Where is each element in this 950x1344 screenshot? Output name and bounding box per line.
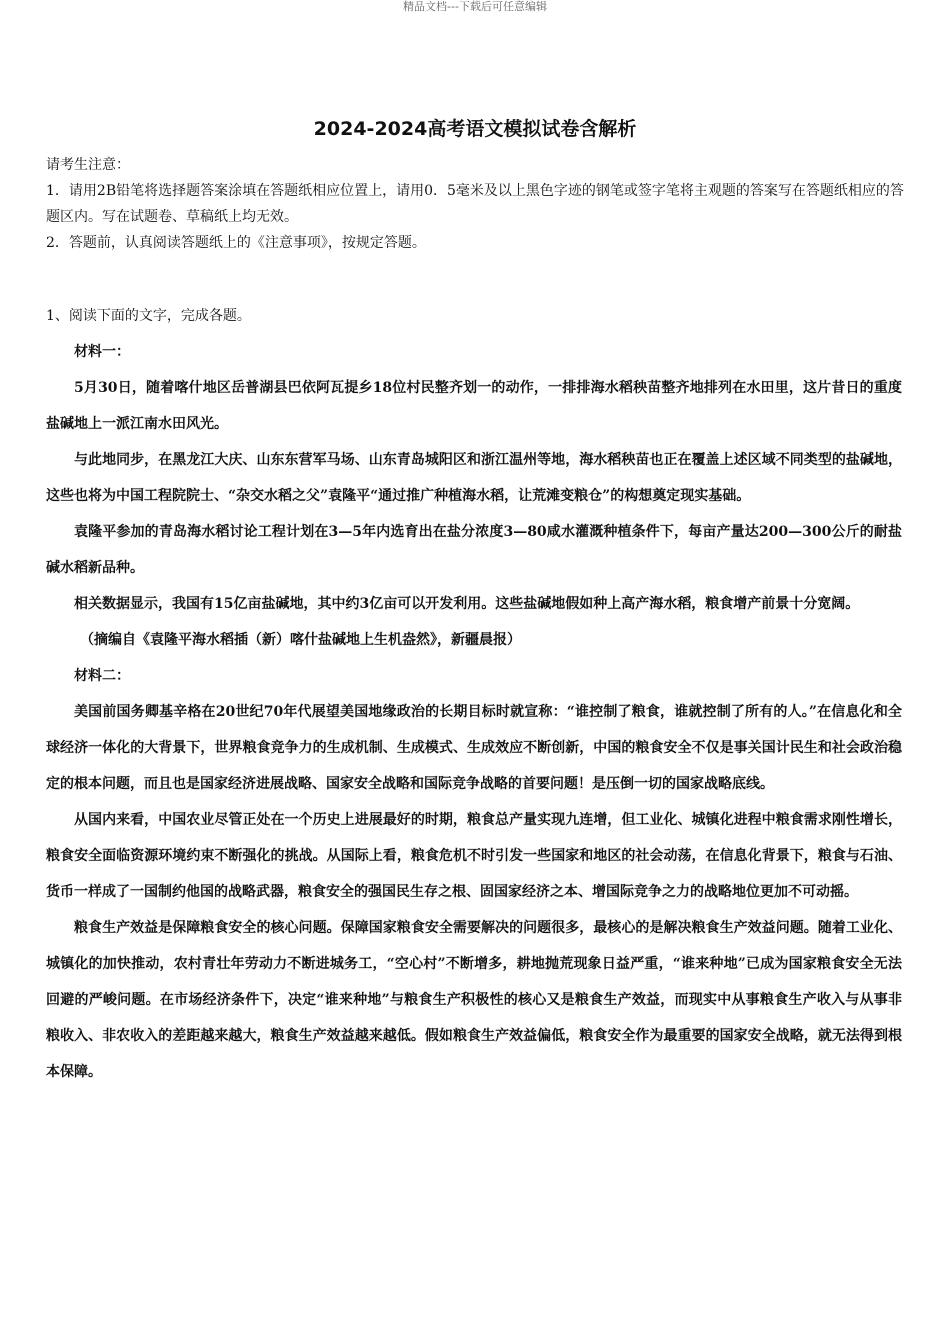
material-two-paragraph: 美国前国务卿基辛格在20世纪70年代展望美国地缘政治的长期目标时就宣称：“谁控制了粮食，谁就控制了所有的人。”在信息化和全球经济一体化的大背景下，世界粮食竞争力的生成机制、生成模式、生成效应不断创新，中国的粮食安全不仅是事关国计民生和社会政治稳定的根本问题，而且也是国家经济进展战略、国家安全战略和国际竞争战略的首要问题！是压倒一切的国家战略底线。 [46, 704, 902, 792]
material-two-paragraph: 从国内来看，中国农业尽管正处在一个历史上进展最好的时期，粮食总产量实现九连增，但工业化、城镇化进程中粮食需求刚性增长，粮食安全面临资源环境约束不断强化的挑战。从国际上看，粮食危机不时引发一些国家和地区的社会动荡，在信息化背景下，粮食与石油、货币一样成了一国制约他国的战略武器，粮食安全的强国民生存之根、固国家经济之本、增国际竞争之力的战略地位更加不可动摇。 [46, 812, 902, 900]
page-title: 2024-2024高考语文模拟试卷含解析 [313, 118, 637, 140]
material-two-paragraph: 粮食生产效益是保障粮食安全的核心问题。保障国家粮食安全需要解决的问题很多，最核心的是解决粮食生产效益问题。随着工业化、城镇化的加快推动，农村青壮年劳动力不断进城务工，“空心村”不断增多，耕地抛荒现象日益严重，“谁来种地”已成为国家粮食安全无法回避的严峻问题。在市场经济条件下，决定“谁来种地”与粮食生产积极性的核心又是粮食生产效益，而现实中从事粮食生产收入与从事非粮收入、非农收入的差距越来越大，粮食生产效益越来越低。假如粮食生产效益偏低，粮食安全作为最重要的国家安全战略，就无法得到根本保障。 [46, 920, 902, 1080]
material-one-paragraph: 与此地同步，在黑龙江大庆、山东东营军马场、山东青岛城阳区和浙江温州等地，海水稻秧苗也正在覆盖上述区域不同类型的盐碱地，这些也将为中国工程院院士、“杂交水稻之父”袁隆平“通过推广种植海水稻，让荒滩变粮仓”的构想奠定现实基础。 [46, 452, 902, 504]
material-one-paragraph: 相关数据显示，我国有15亿亩盐碱地，其中约3亿亩可以开发利用。这些盐碱地假如种上高产海水稻，粮食增产前景十分宽阔。 [74, 596, 860, 612]
notice-item-2: 2．答题前，认真阅读答题纸上的《注意事项》，按规定答题。 [46, 235, 426, 251]
page-header: 精品文档---下载后可任意编辑 [403, 0, 547, 13]
material-one-paragraph: 袁隆平参加的青岛海水稻讨论工程计划在3—5年内选育出在盐分浓度3—80咸水灌溉种植条件下，每亩产量达200—300公斤的耐盐碱水稻新品种。 [46, 524, 902, 576]
material-one-label: 材料一： [74, 344, 130, 360]
exam-notice [46, 152, 906, 256]
material-one-source: （摘编自《袁隆平海水稻插（新）喀什盐碱地上生机盎然》，新疆晨报） [80, 632, 521, 648]
question-prompt: 1、阅读下面的文字，完成各题。 [46, 308, 251, 324]
question-body [46, 298, 902, 1090]
material-two-label: 材料二： [74, 668, 130, 684]
material-one-paragraph: 5月30日，随着喀什地区岳普湖县巴依阿瓦提乡18位村民整齐划一的动作，一排排海水稻秧苗整齐地排列在水田里，这片昔日的重度盐碱地上一派江南水田风光。 [46, 380, 902, 432]
notice-heading: 请考生注意： [46, 157, 130, 173]
notice-item-1: 1．请用2B铅笔将选择题答案涂填在答题纸相应位置上，请用0．5毫米及以上黑色字迹的钢笔或签字笔将主观题的答案写在答题纸相应的答题区内。写在试题卷、草稿纸上均无效。 [46, 183, 904, 225]
